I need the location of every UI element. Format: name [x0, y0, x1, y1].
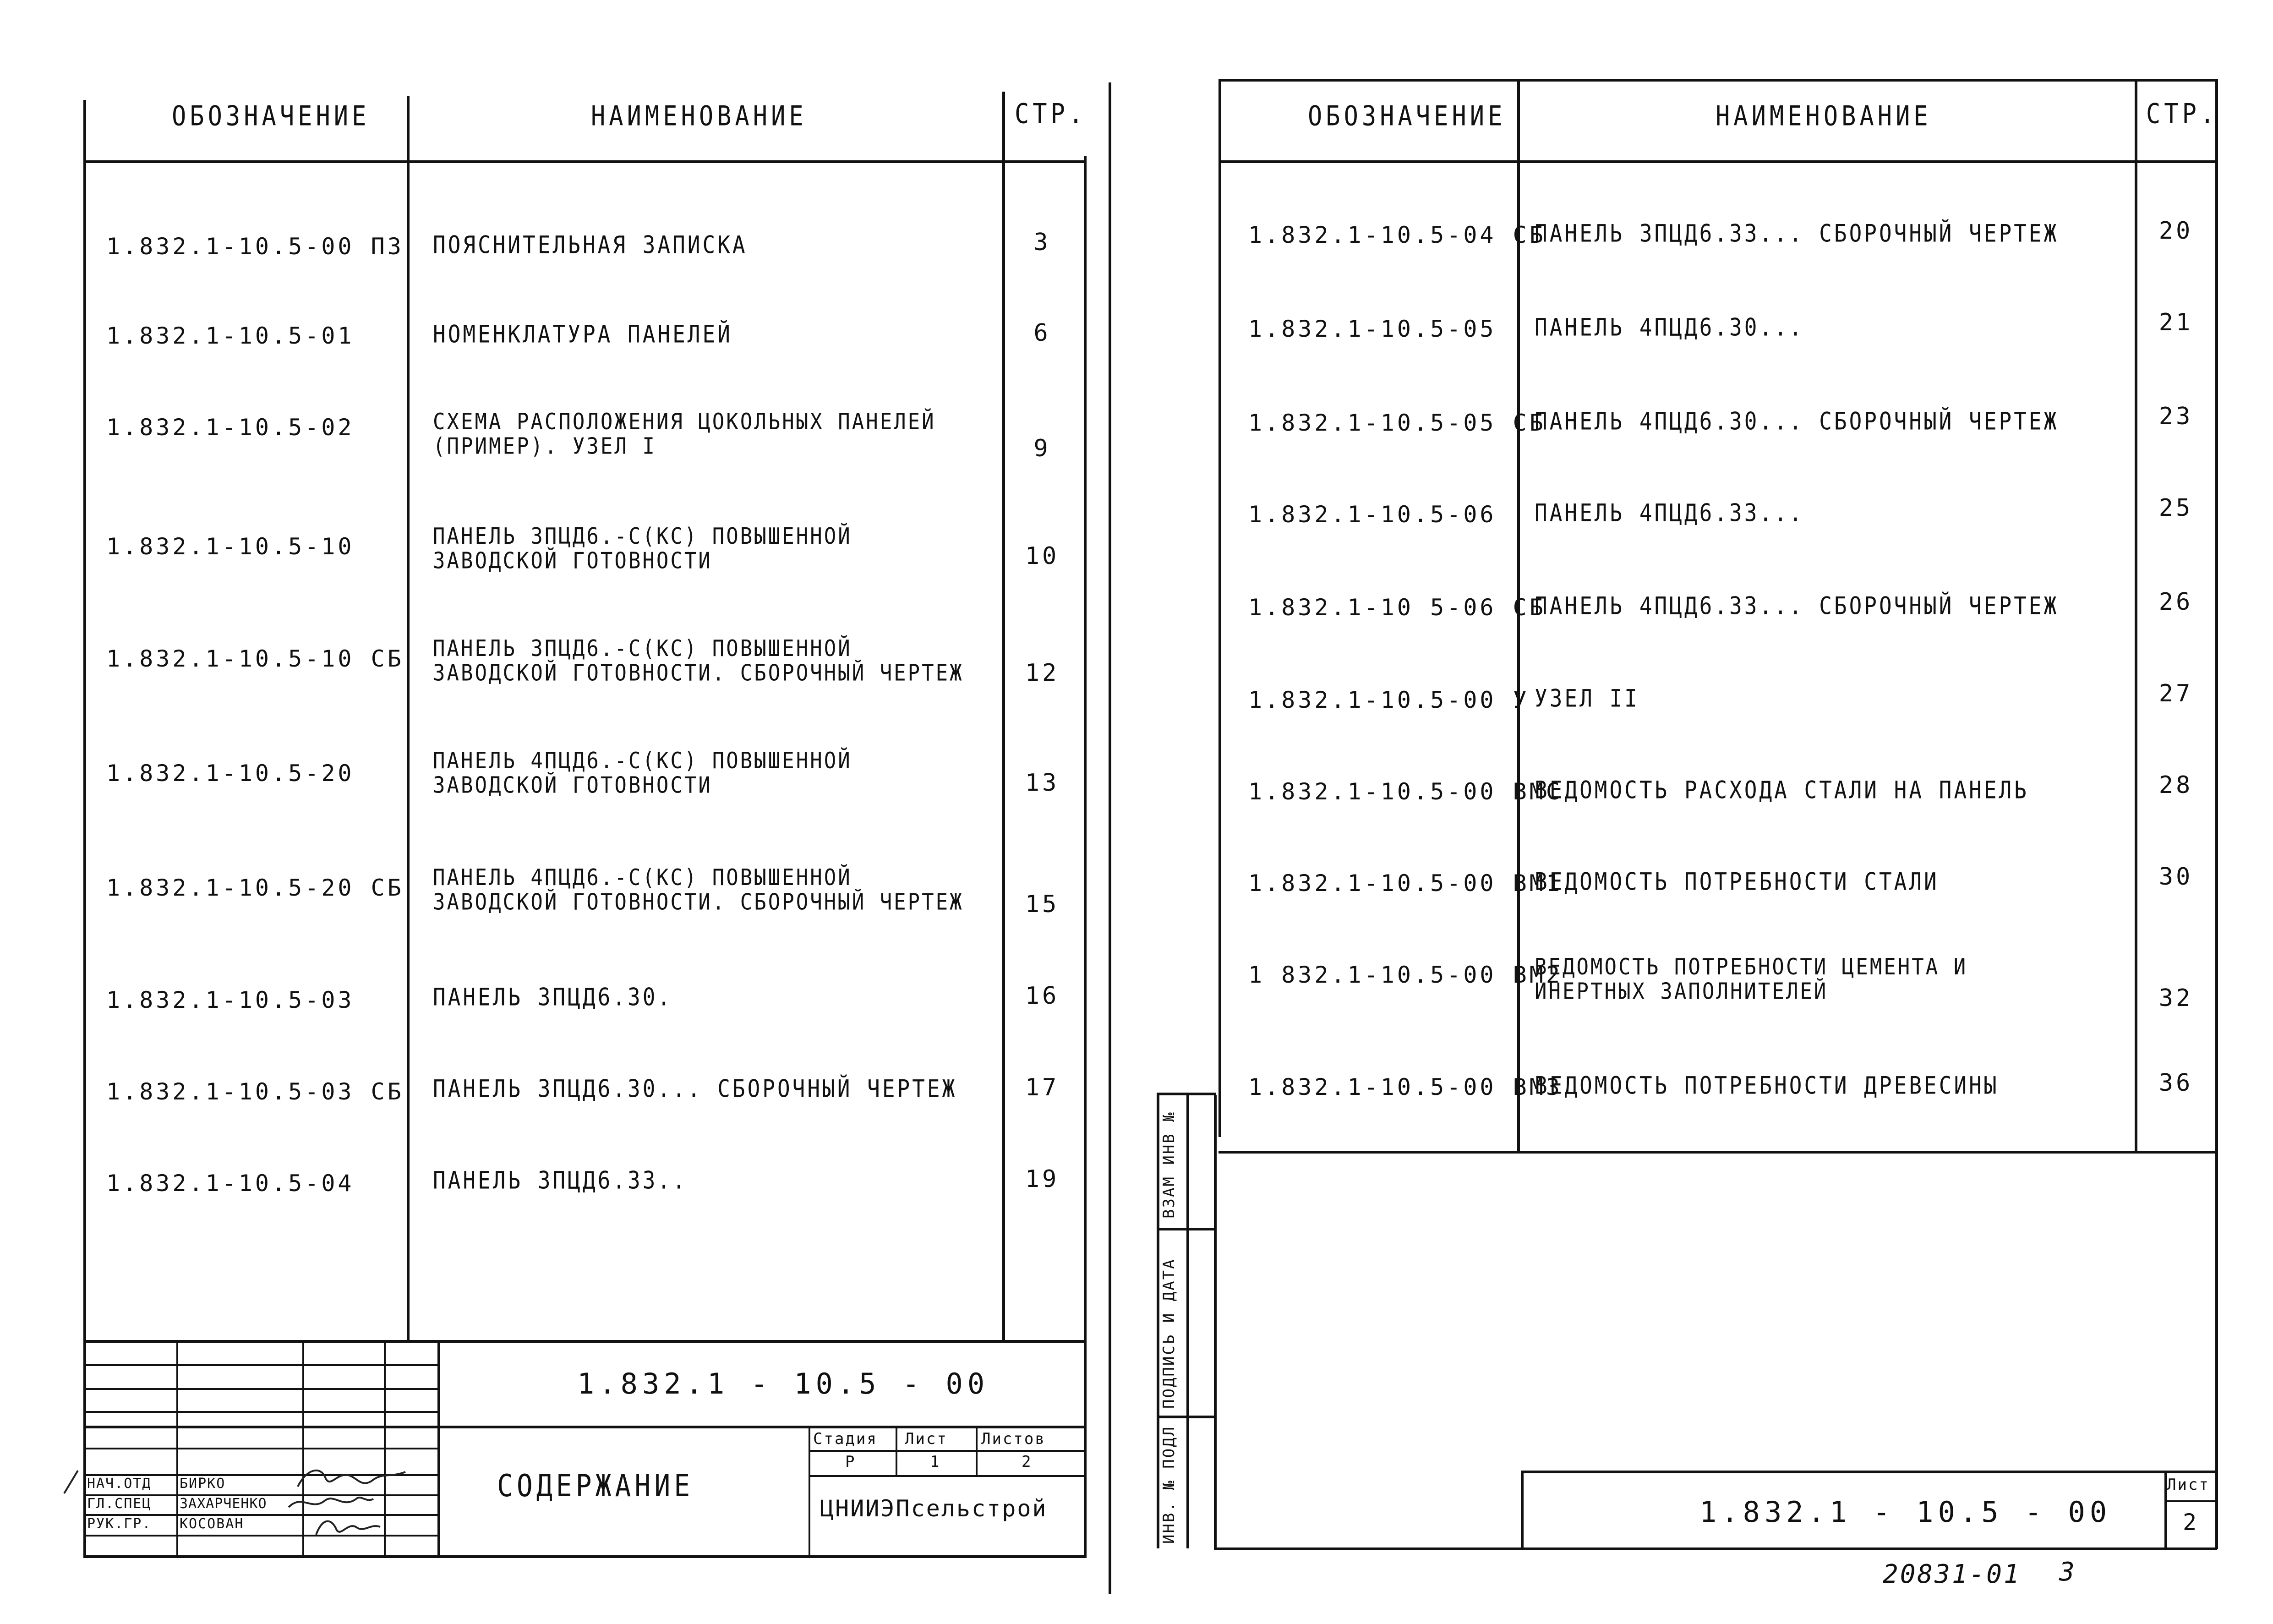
row-page: 13 [1025, 769, 1060, 797]
margin-tick [60, 1468, 82, 1496]
left-header-name: НАИМЕНОВАНИЕ [591, 100, 807, 132]
row-name: ПАНЕЛЬ 3ПЦД6.33.. [433, 1165, 688, 1194]
archive-number: 20831-01 [1883, 1559, 2021, 1589]
row-code: 1.832.1-10.5-10 [106, 533, 355, 560]
row-code: 1 832.1-10.5-00 ВМ2 [1248, 962, 1563, 988]
page-number: 3 [2059, 1557, 2077, 1587]
row-page: 15 [1025, 891, 1060, 918]
row-name: ВЕДОМОСТЬ РАСХОДА СТАЛИ НА ПАНЕЛЬ [1535, 775, 2029, 804]
left-header-designation: ОБОЗНАЧЕНИЕ [172, 100, 370, 132]
row-name: СХЕМА РАСПОЛОЖЕНИЯ ЦОКОЛЬНЫХ ПАНЕЛЕЙ (ПРИМЕР). УЗЕЛ I [433, 408, 936, 460]
row-page: 28 [2158, 771, 2193, 799]
row-code: 1.832.1-10.5-00 ПЗ [106, 233, 404, 260]
row-name: УЗЕЛ II [1535, 684, 1639, 712]
row-code: 1.832.1-10.5-05 [1248, 316, 1497, 342]
side-label-sign-date: ПОДПИСЬ И ДАТА [1160, 1258, 1178, 1409]
row-name: ПАНЕЛЬ 4ПЦД6.-С(КС) ПОВЫШЕННОЙ ЗАВОДСКОЙ ГОТОВНОСТИ. СБОРОЧНЫЙ ЧЕРТЕЖ [433, 864, 964, 916]
row-code: 1.832.1-10.5-02 [106, 414, 355, 441]
row-code: 1.832.1-10.5-03 [106, 987, 355, 1013]
row-name: ПАНЕЛЬ 4ПЦД6.-С(КС) ПОВЫШЕННОЙ ЗАВОДСКОЙ ГОТОВНОСТИ [433, 747, 852, 799]
row-page: 36 [2158, 1069, 2193, 1097]
row-page: 19 [1025, 1165, 1060, 1193]
left-doc-code: 1.832.1 - 10.5 - 00 [577, 1367, 989, 1400]
row-name: ПАНЕЛЬ 3ПЦД6.33... СБОРОЧНЫЙ ЧЕРТЕЖ [1535, 219, 2059, 247]
right-header-designation: ОБОЗНАЧЕНИЕ [1308, 100, 1506, 132]
row-page: 9 [1033, 435, 1051, 462]
row-name: ВЕДОМОСТЬ ПОТРЕБНОСТИ ДРЕВЕСИНЫ [1535, 1071, 1999, 1099]
row-name: ПАНЕЛЬ 3ПЦД6.30. [433, 982, 673, 1011]
left-doc-title: СОДЕРЖАНИЕ [497, 1467, 694, 1504]
row-name: ПАНЕЛЬ 4ПЦД6.30... СБОРОЧНЫЙ ЧЕРТЕЖ [1535, 406, 2059, 435]
row-page: 6 [1033, 319, 1051, 347]
side-label-replace-inv: ВЗАМ ИНВ № [1160, 1111, 1178, 1219]
row-code: 1.832.1-10.5-06 [1248, 501, 1497, 528]
sheets-label: Листов [981, 1430, 1046, 1448]
row-name: НОМЕНКЛАТУРА ПАНЕЛЕЙ [433, 319, 732, 348]
right-header-page: СТР. [2146, 98, 2218, 130]
row-name: ПАНЕЛЬ 3ПЦД6.-С(КС) ПОВЫШЕННОЙ ЗАВОДСКОЙ ГОТОВНОСТИ [433, 523, 852, 574]
row-page: 12 [1025, 659, 1060, 687]
row-code: 1.832.1-10.5-04 [106, 1170, 355, 1197]
signature-3 [311, 1514, 385, 1539]
row-name: ПОЯСНИТЕЛЬНАЯ ЗАПИСКА [433, 230, 748, 259]
row-code: 1.832.1-10.5-00 ВМ3 [1248, 1074, 1563, 1100]
row-code: 1.832.1-10.5-01 [106, 323, 355, 349]
right-sheet-value: 2 [2183, 1509, 2200, 1536]
person-2: ЗАХАРЧЕНКО [180, 1496, 267, 1512]
row-page: 21 [2158, 309, 2193, 336]
row-name: ПАНЕЛЬ 4ПЦД6.33... СБОРОЧНЫЙ ЧЕРТЕЖ [1535, 591, 2059, 620]
right-sheet [1109, 0, 2273, 1624]
row-code: 1.832.1-10 5-06 СБ [1248, 594, 1546, 621]
row-code: 1.832.1-10.5-20 СБ [106, 875, 404, 901]
row-name: ПАНЕЛЬ 4ПЦД6.30... [1535, 312, 1804, 341]
row-page: 32 [2158, 984, 2193, 1012]
signature-2 [284, 1489, 376, 1516]
row-code: 1.832.1-10.5-00 У [1248, 687, 1530, 713]
row-page: 26 [2158, 588, 2193, 616]
left-sheet [0, 0, 1109, 1624]
person-1: БИРКО [180, 1476, 226, 1492]
row-page: 23 [2158, 403, 2193, 430]
sheet-value: 1 [930, 1453, 941, 1471]
row-code: 1.832.1-10.5-00 ВМС [1248, 778, 1563, 805]
row-page: 16 [1025, 982, 1060, 1010]
row-name: ПАНЕЛЬ 4ПЦД6.33... [1535, 498, 1804, 527]
row-code: 1.832.1-10.5-05 СБ [1248, 410, 1546, 436]
stage-value: Р [845, 1453, 856, 1471]
sheets-value: 2 [1022, 1453, 1033, 1471]
row-page: 20 [2158, 217, 2193, 245]
row-page: 3 [1033, 229, 1051, 256]
right-sheet-label: Лист [2167, 1476, 2210, 1494]
row-name: ПАНЕЛЬ 3ПЦД6.30... СБОРОЧНЫЙ ЧЕРТЕЖ [433, 1074, 957, 1103]
row-page: 10 [1025, 542, 1060, 570]
role-3: РУК.ГР. [87, 1516, 152, 1532]
right-header-name: НАИМЕНОВАНИЕ [1716, 100, 1932, 132]
person-3: КОСОВАН [180, 1516, 244, 1532]
row-page: 25 [2158, 494, 2193, 522]
right-doc-code: 1.832.1 - 10.5 - 00 [1699, 1495, 2112, 1529]
organization: ЦНИИЭПсельстрой [820, 1495, 1048, 1522]
row-name: ВЕДОМОСТЬ ПОТРЕБНОСТИ ЦЕМЕНТА И ИНЕРТНЫХ ЗАПОЛНИТЕЛЕЙ [1535, 953, 1968, 1005]
row-code: 1.832.1-10.5-03 СБ [106, 1078, 404, 1105]
stage-label: Стадия [813, 1430, 878, 1448]
side-label-inv-no: ИНВ. № ПОДЛ [1160, 1425, 1178, 1544]
row-code: 1.832.1-10.5-04 СБ [1248, 222, 1546, 248]
role-2: ГЛ.СПЕЦ [87, 1496, 152, 1512]
row-code: 1.832.1-10.5-00 ВМ1 [1248, 870, 1563, 897]
sheet-label: Лист [905, 1430, 948, 1448]
row-code: 1.832.1-10.5-10 СБ [106, 645, 404, 672]
role-1: НАЧ.ОТД [87, 1476, 152, 1492]
row-name: ВЕДОМОСТЬ ПОТРЕБНОСТИ СТАЛИ [1535, 867, 1939, 896]
row-page: 27 [2158, 680, 2193, 707]
left-header-page: СТР. [1015, 98, 1087, 130]
row-page: 17 [1025, 1074, 1060, 1101]
row-code: 1.832.1-10.5-20 [106, 760, 355, 787]
row-name: ПАНЕЛЬ 3ПЦД6.-С(КС) ПОВЫШЕННОЙ ЗАВОДСКОЙ ГОТОВНОСТИ. СБОРОЧНЫЙ ЧЕРТЕЖ [433, 635, 964, 687]
row-page: 30 [2158, 863, 2193, 891]
